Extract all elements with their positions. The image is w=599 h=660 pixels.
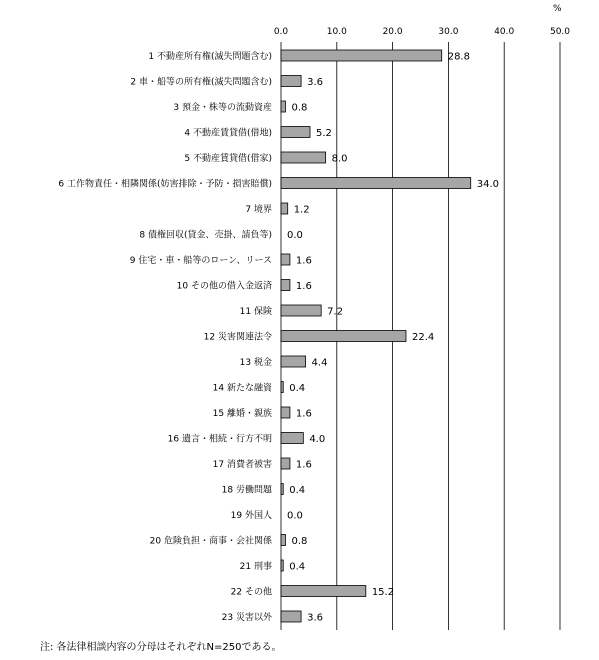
category-label: 10 その他の借入金返済 [176,281,272,292]
bar [281,560,283,571]
category-label: 11 保険 [239,307,272,317]
category-label: 12 災害関連法令 [203,332,272,343]
category-label: 2 車・船等の所有権(滅失問題含む) [130,77,272,88]
category-label: 15 離婚・親族 [212,409,272,419]
value-label: 1.6 [295,281,312,292]
category-label: 1 不動産所有権(滅失問題含む) [148,52,272,62]
footnote: 注: 各法律相談内容の分母はそれぞれN=250である。 [40,642,282,653]
category-label: 23 災害以外 [221,613,272,623]
x-tick-label: 30.0 [438,27,459,37]
value-label: 5.2 [316,128,332,139]
bar [281,382,283,393]
value-label: 28.8 [447,51,470,63]
bar [281,407,290,418]
bar [281,280,290,291]
value-label: 0.8 [291,536,308,547]
category-label: 3 預金・株等の流動資産 [173,103,272,113]
category-label: 16 遺言・相続・行方不明 [167,434,272,445]
category-label: 13 税金 [239,358,272,368]
bar [281,254,290,265]
bar [281,484,283,495]
category-label: 20 危険負担・商事・会社関係 [149,536,272,547]
bar [281,331,406,342]
value-label: 1.6 [295,408,312,420]
value-label: 0.8 [291,102,308,114]
value-label: 4.0 [309,434,326,445]
category-label: 8 債権回収(貸金、売掛、請負等) [139,230,272,241]
x-tick-label: 20.0 [382,27,403,37]
bar [281,586,366,597]
category-label: 9 住宅・車・船等のローン、リース [129,256,272,266]
bar [281,127,310,138]
unit-label: % [553,4,562,14]
category-label: 17 消費者被害 [212,460,272,470]
category-label: 18 労働問題 [221,485,272,496]
value-label: 4.4 [311,357,328,369]
category-label: 5 不動産賃貸借(借家) [184,154,272,164]
value-label: 0.4 [289,383,306,394]
value-label: 0.0 [287,230,303,241]
category-label: 4 不動産賃貸借(借地) [184,128,272,139]
value-label: 3.6 [307,612,323,624]
value-label: 0.4 [289,561,306,573]
value-label: 34.0 [476,179,499,190]
bar [281,178,471,189]
value-label: 3.6 [307,77,323,88]
value-label: 15.2 [371,587,395,598]
bar [281,152,326,163]
x-tick-label: 0.0 [273,27,289,37]
bar [281,76,301,87]
value-label: 1.6 [295,459,312,471]
value-label: 0.0 [287,510,303,522]
bar [281,305,321,316]
category-label: 14 新たな融資 [212,383,272,394]
value-label: 0.4 [289,485,306,496]
bar [281,101,285,112]
bar [281,433,303,444]
bar [281,458,290,469]
x-tick-label: 50.0 [549,27,571,37]
category-label: 19 外国人 [230,511,272,521]
bar [281,356,306,367]
category-label: 7 境界 [245,205,272,215]
bar [281,203,288,214]
value-label: 22.4 [411,332,435,343]
category-label: 6 工作物責任・相隣関係(妨害排除・予防・損害賠償) [58,179,272,190]
x-tick-label: 40.0 [494,27,515,37]
category-label: 21 刑事 [239,562,272,572]
category-label: 22 その他 [230,587,272,598]
bar [281,535,285,546]
x-tick-label: 10.0 [326,27,347,37]
value-label: 1.6 [295,255,312,267]
value-label: 7.2 [327,306,344,318]
bar [281,611,301,622]
bar [281,50,442,61]
value-label: 1.2 [293,204,310,216]
value-label: 8.0 [331,153,348,165]
